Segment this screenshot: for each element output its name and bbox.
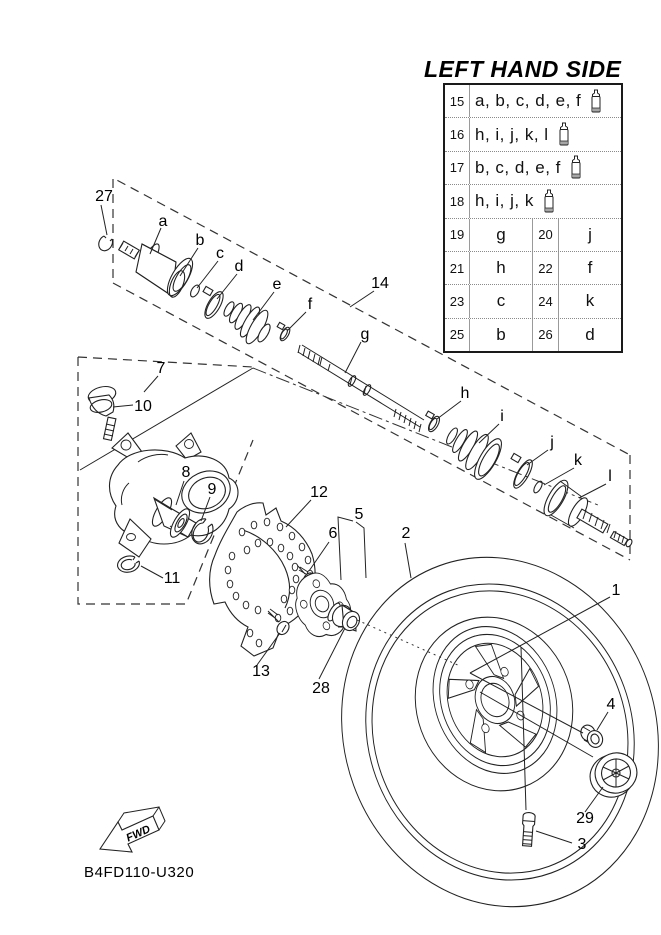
row-number: 20 [532,219,559,251]
letters-text: h, i, j, k, l [475,124,549,144]
row-number: 24 [532,285,559,317]
callout-29: 29 [576,810,594,827]
callout-27: 27 [95,188,113,205]
callout-j: j [550,434,554,451]
row-number: 15 [445,85,470,117]
row-letter: g [496,224,506,244]
row-letter: b [496,324,506,344]
axle-shaft-g-drawing [298,345,424,432]
row-number: 19 [445,219,470,251]
callout-7: 7 [156,360,166,377]
callout-1: 1 [611,582,621,599]
callout-c: c [216,245,224,262]
callout-2: 2 [401,525,411,542]
row-number: 26 [532,319,559,351]
row-letter: f [587,258,593,278]
row-number: 16 [445,118,470,150]
callout-4: 4 [606,696,616,713]
inner-cv-joint-drawing [119,241,198,299]
ring-c-drawing [189,284,202,299]
letters-text: b, c, d, e, f [475,157,561,177]
callout-a: a [158,213,168,230]
row-number: 17 [445,152,470,184]
callout-8: 8 [181,464,191,481]
callout-g: g [360,326,370,343]
ball-joint-drawing [86,384,117,441]
callout-i: i [500,408,504,425]
callout-d: d [234,258,244,275]
row-number: 18 [445,185,470,217]
callout-k: k [574,452,582,469]
callout-5: 5 [354,506,364,523]
row-letter: j [588,224,592,244]
diagram-code: B4FD110-U320 [84,864,195,881]
callout-l: l [608,468,612,485]
row-number: 22 [532,252,559,284]
letters-text: h, i, j, k [475,191,534,211]
callout-e: e [272,276,282,293]
page-title: LEFT HAND SIDE [424,56,622,82]
row-letter: h [496,258,506,278]
fwd-arrow-label: FWD [124,823,153,845]
callout-28: 28 [312,680,330,697]
disc-guard-drawing [210,503,316,656]
row-letter: d [585,324,595,344]
callout-13: 13 [252,663,270,680]
clamp-f-drawing [277,322,292,342]
row-number: 21 [445,252,470,284]
row-number: 23 [445,285,470,317]
clamp-h-drawing [426,411,442,433]
ring-k-drawing [532,480,544,494]
callout-12: 12 [310,484,328,501]
row-letter: k [585,291,595,311]
callout-h: h [460,385,470,402]
callout-6: 6 [328,525,338,542]
callout-f: f [307,296,313,313]
snap-ring-11-drawing [118,556,140,572]
row-number: 25 [445,319,470,351]
callout-11: 11 [163,570,181,587]
letters-text: a, b, c, d, e, f [475,91,582,111]
cv-boot-i-drawing [444,426,506,482]
callout-10: 10 [134,398,152,415]
callout-3: 3 [577,836,587,853]
steering-knuckle-drawing [109,433,238,557]
callout-9: 9 [207,481,217,498]
outer-cv-joint-drawing [540,477,634,548]
snap-ring-27-drawing [99,236,113,251]
fwd-arrow [100,807,165,852]
cv-boot-e-drawing [222,300,272,346]
callout-b: b [195,232,205,249]
callout-14: 14 [371,275,389,292]
row-letter: c [496,291,506,311]
